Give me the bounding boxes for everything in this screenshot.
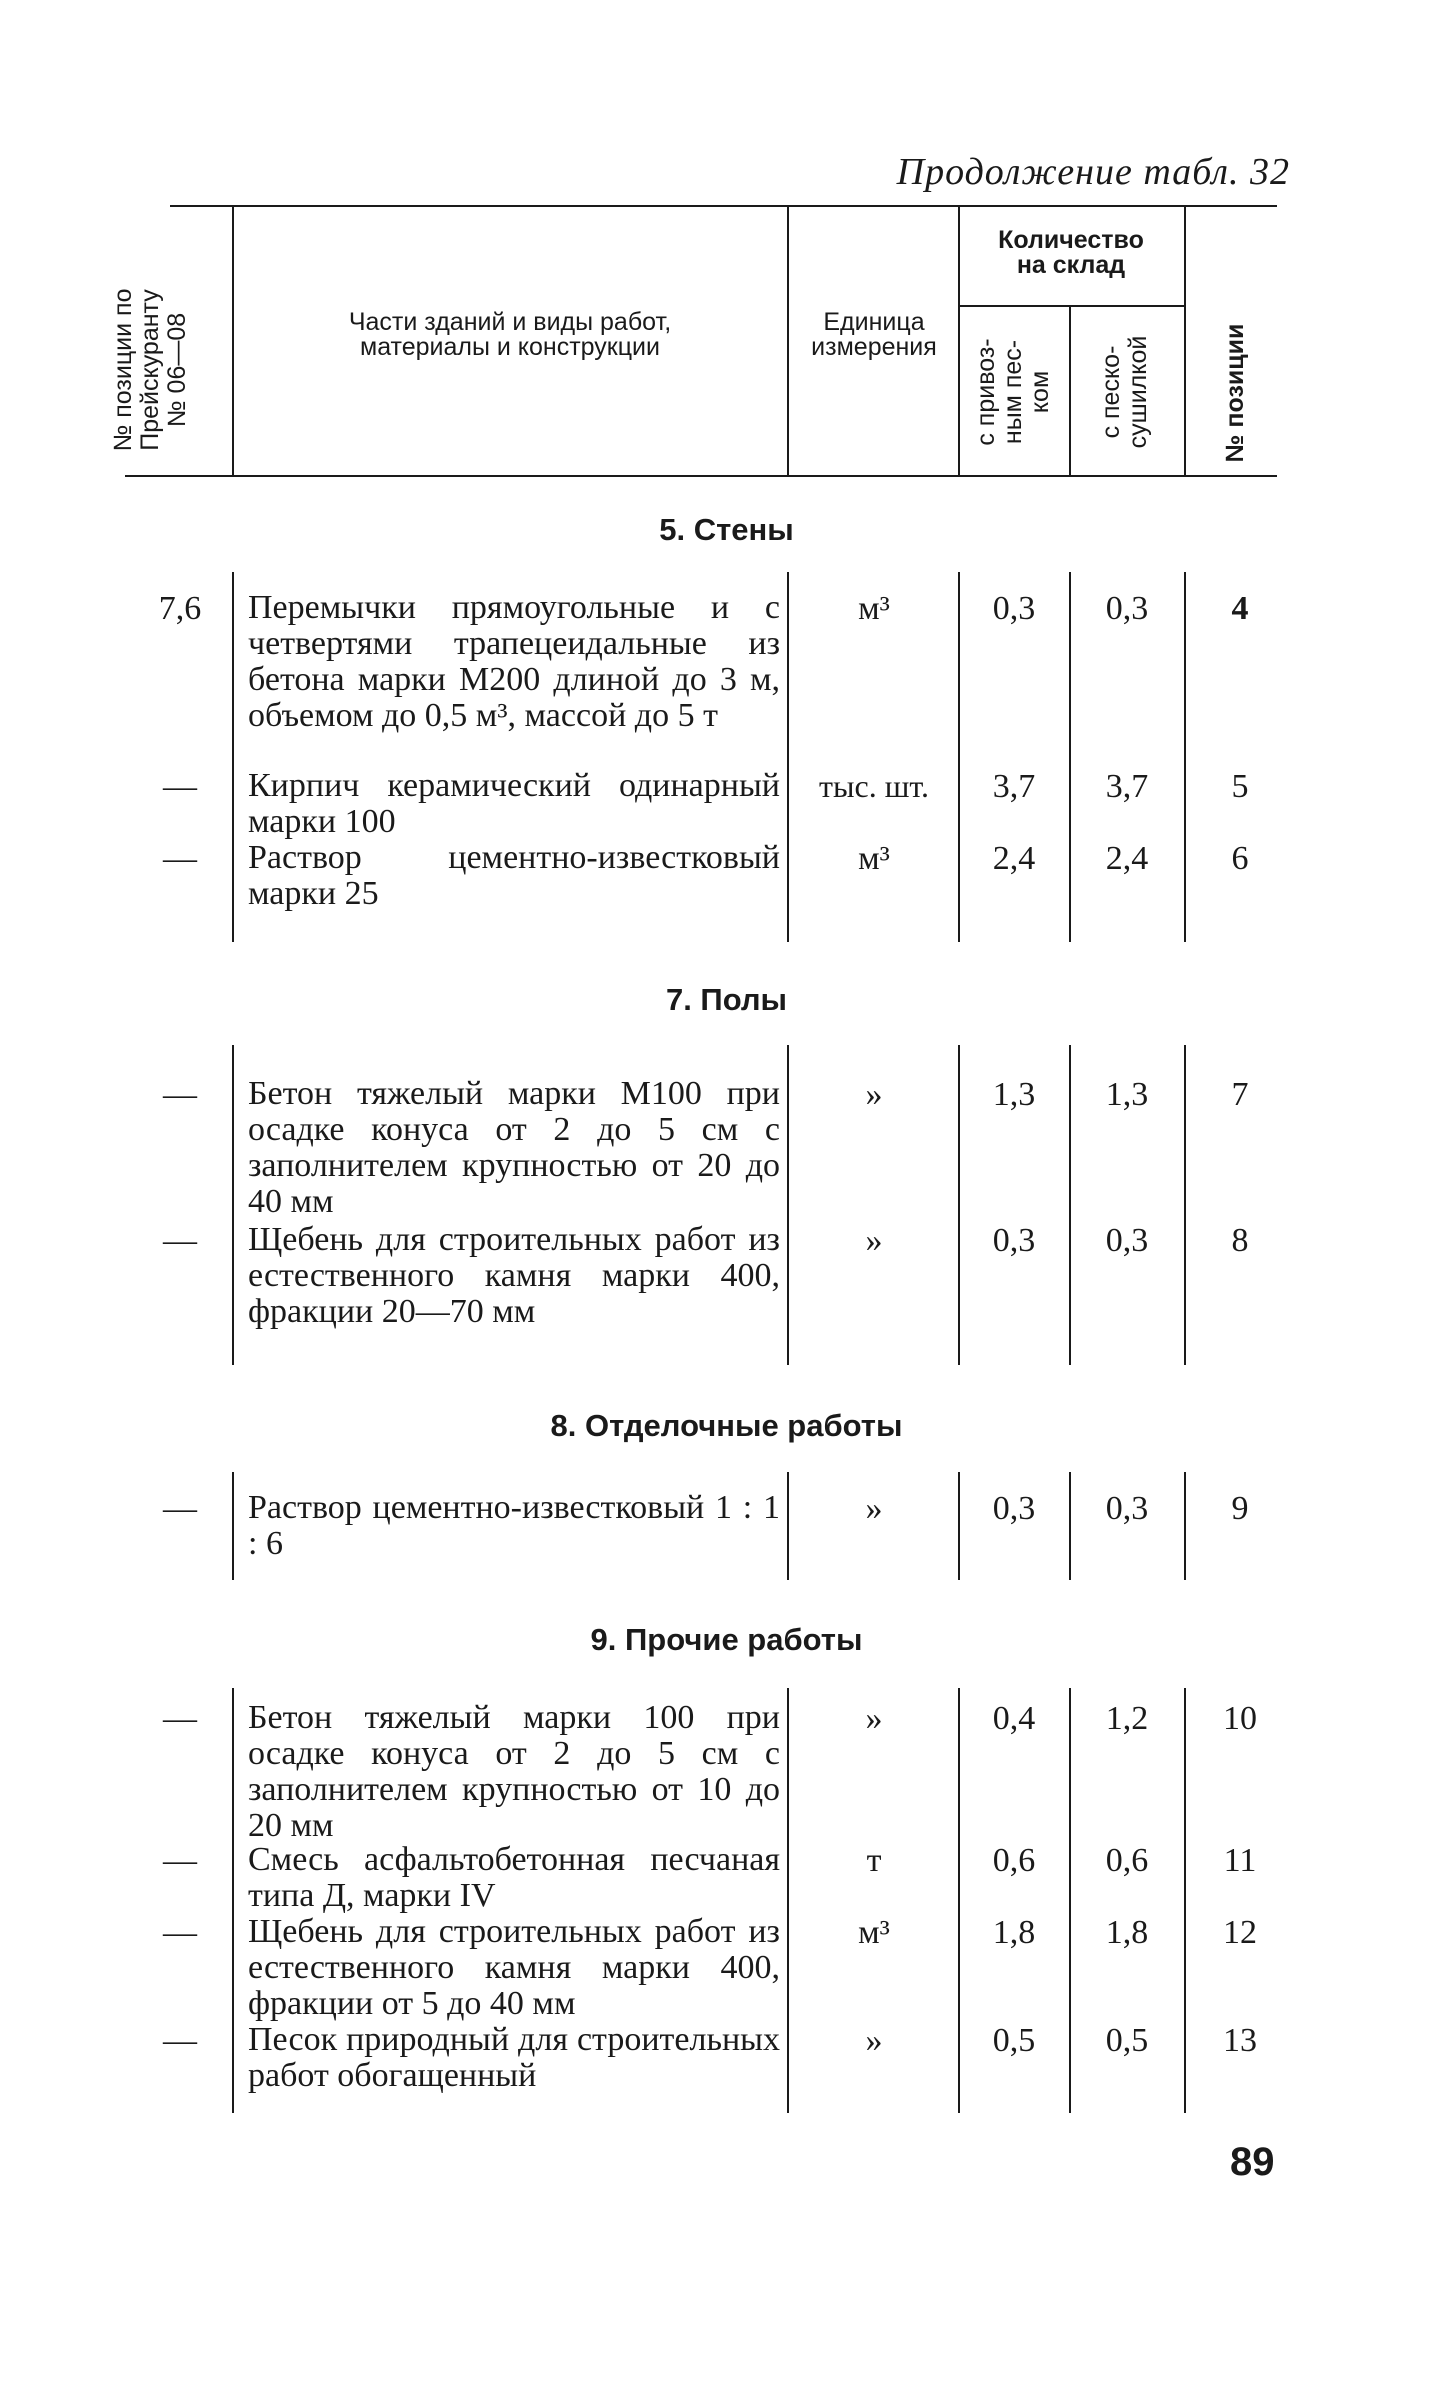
table-row-qty-a: 0,6	[992, 1842, 1036, 1879]
header-vline-2	[787, 205, 789, 475]
header-unit: Единица измерения	[811, 308, 937, 361]
table-row-desc: Раствор цементно-известковый 1 : 1 : 6	[248, 1489, 780, 1562]
table-row-unit: м³	[858, 840, 890, 877]
table-row-qty-a: 0,3	[992, 590, 1036, 627]
table-row-position: 13	[1223, 2022, 1257, 2059]
s5-vline-2	[787, 572, 789, 942]
table-row-position: 8	[1231, 1222, 1249, 1259]
table-row-unit: т	[866, 1842, 882, 1879]
table-row-qty-b: 0,3	[1105, 1222, 1149, 1259]
table-row-qty-a: 0,4	[992, 1700, 1036, 1737]
header-vline-1	[232, 205, 234, 475]
table-row-qty-a: 0,5	[992, 2022, 1036, 2059]
table-row-desc: Кирпич керамический одинарный марки 100	[248, 767, 780, 840]
table-row-unit: »	[865, 1076, 883, 1113]
table-row-desc: Смесь асфальтобетонная песчаная типа Д, марки IV	[248, 1841, 780, 1914]
table-row-desc: Песок природный для строительных работ обогащенный	[248, 2021, 780, 2094]
table-row-ref: —	[163, 2022, 197, 2059]
s8-vline-2	[787, 1472, 789, 1580]
section-title-finishing: 8. Отделочные работы	[550, 1408, 903, 1443]
table-row-qty-a: 0,3	[992, 1490, 1036, 1527]
header-vline-5	[1184, 205, 1186, 475]
table-row-unit: м³	[858, 590, 890, 627]
table-row-ref: —	[163, 840, 197, 877]
header-qty-a: с привоз- ным пес- ком	[972, 338, 1054, 446]
table-row-qty-b: 0,3	[1105, 1490, 1149, 1527]
table-row-ref: —	[163, 768, 197, 805]
table-row-desc: Щебень для строительных работ из естественного камня марки 400, фракции 20—70 мм	[248, 1221, 780, 1330]
table-row-qty-a: 0,3	[992, 1222, 1036, 1259]
header-vline-4	[1069, 305, 1071, 475]
header-top-rule	[170, 205, 1277, 207]
table-row-position: 7	[1231, 1076, 1249, 1113]
s9-vline-2	[787, 1688, 789, 2113]
table-row-position: 12	[1223, 1914, 1257, 1951]
table-row-desc: Бетон тяжелый марки 100 при осадке конуса от 2 до 5 см с заполнителем крупностью от 10 до 20 мм	[248, 1699, 780, 1844]
table-row-qty-b: 1,2	[1105, 1700, 1149, 1737]
table-row-qty-a: 3,7	[992, 768, 1036, 805]
table-caption: Продолжение табл. 32	[896, 151, 1290, 193]
table-row-ref: —	[163, 1222, 197, 1259]
table-row-qty-b: 0,6	[1105, 1842, 1149, 1879]
table-row-position: 10	[1223, 1700, 1257, 1737]
qty-subheader-rule	[958, 305, 1184, 307]
table-row-qty-b: 3,7	[1105, 768, 1149, 805]
table-row-qty-a: 2,4	[992, 840, 1036, 877]
table-row-qty-a: 1,8	[992, 1914, 1036, 1951]
header-price-ref: № позиции по Прейскуранту № 06—08	[109, 288, 191, 452]
header-parts: Части зданий и виды работ, материалы и конструкции	[348, 308, 672, 361]
table-row-desc: Щебень для строительных работ из естественного камня марки 400, фракции от 5 до 40 мм	[248, 1913, 780, 2022]
table-row-unit: тыс. шт.	[819, 768, 929, 804]
s7-vline-1	[232, 1045, 234, 1365]
table-row-qty-b: 0,3	[1105, 590, 1149, 627]
section-title-other: 9. Прочие работы	[590, 1622, 863, 1657]
table-row-ref: —	[163, 1700, 197, 1737]
table-row-position: 5	[1231, 768, 1249, 805]
table-row-position: 11	[1223, 1842, 1257, 1879]
table-row-ref: —	[163, 1842, 197, 1879]
s8-vline-1	[232, 1472, 234, 1580]
header-bottom-rule	[125, 475, 1277, 477]
table-row-desc: Раствор цементно-известковый марки 25	[248, 839, 780, 912]
table-row-qty-b: 2,4	[1105, 840, 1149, 877]
header-position: № позиции	[1221, 323, 1249, 463]
table-row-unit: »	[865, 2022, 883, 2059]
table-row-ref: 7,6	[158, 590, 202, 627]
table-row-ref: —	[163, 1076, 197, 1113]
s5-vline-1	[232, 572, 234, 942]
table-row-desc: Перемычки прямоугольные и с четвертями трапецеидальные из бетона марки М200 длиной до 3 м, объемом до 0,5 м³, массой до 5 т	[248, 589, 780, 734]
table-row-ref: —	[163, 1490, 197, 1527]
s9-vline-1	[232, 1688, 234, 2113]
header-qty-b: с песко- сушилкой	[1097, 335, 1152, 449]
table-row-position: 6	[1231, 840, 1249, 877]
table-row-position: 4	[1231, 590, 1249, 627]
table-row-desc: Бетон тяжелый марки М100 при осадке конуса от 2 до 5 см с заполнителем крупностью от 20 до 40 мм	[248, 1075, 780, 1220]
table-row-unit: »	[865, 1490, 883, 1527]
s7-vline-2	[787, 1045, 789, 1365]
table-row-qty-b: 1,8	[1105, 1914, 1149, 1951]
table-row-position: 9	[1231, 1490, 1249, 1527]
table-row-unit: »	[865, 1700, 883, 1737]
table-row-ref: —	[163, 1914, 197, 1951]
header-qty: Количество на склад	[998, 226, 1144, 279]
table-row-qty-b: 1,3	[1105, 1076, 1149, 1113]
table-row-qty-a: 1,3	[992, 1076, 1036, 1113]
section-title-floors: 7. Полы	[665, 982, 788, 1017]
table-row-unit: »	[865, 1222, 883, 1259]
table-row-qty-b: 0,5	[1105, 2022, 1149, 2059]
section-title-walls: 5. Стены	[659, 512, 794, 547]
table-row-unit: м³	[858, 1914, 890, 1951]
page-number: 89	[1230, 2140, 1275, 2184]
